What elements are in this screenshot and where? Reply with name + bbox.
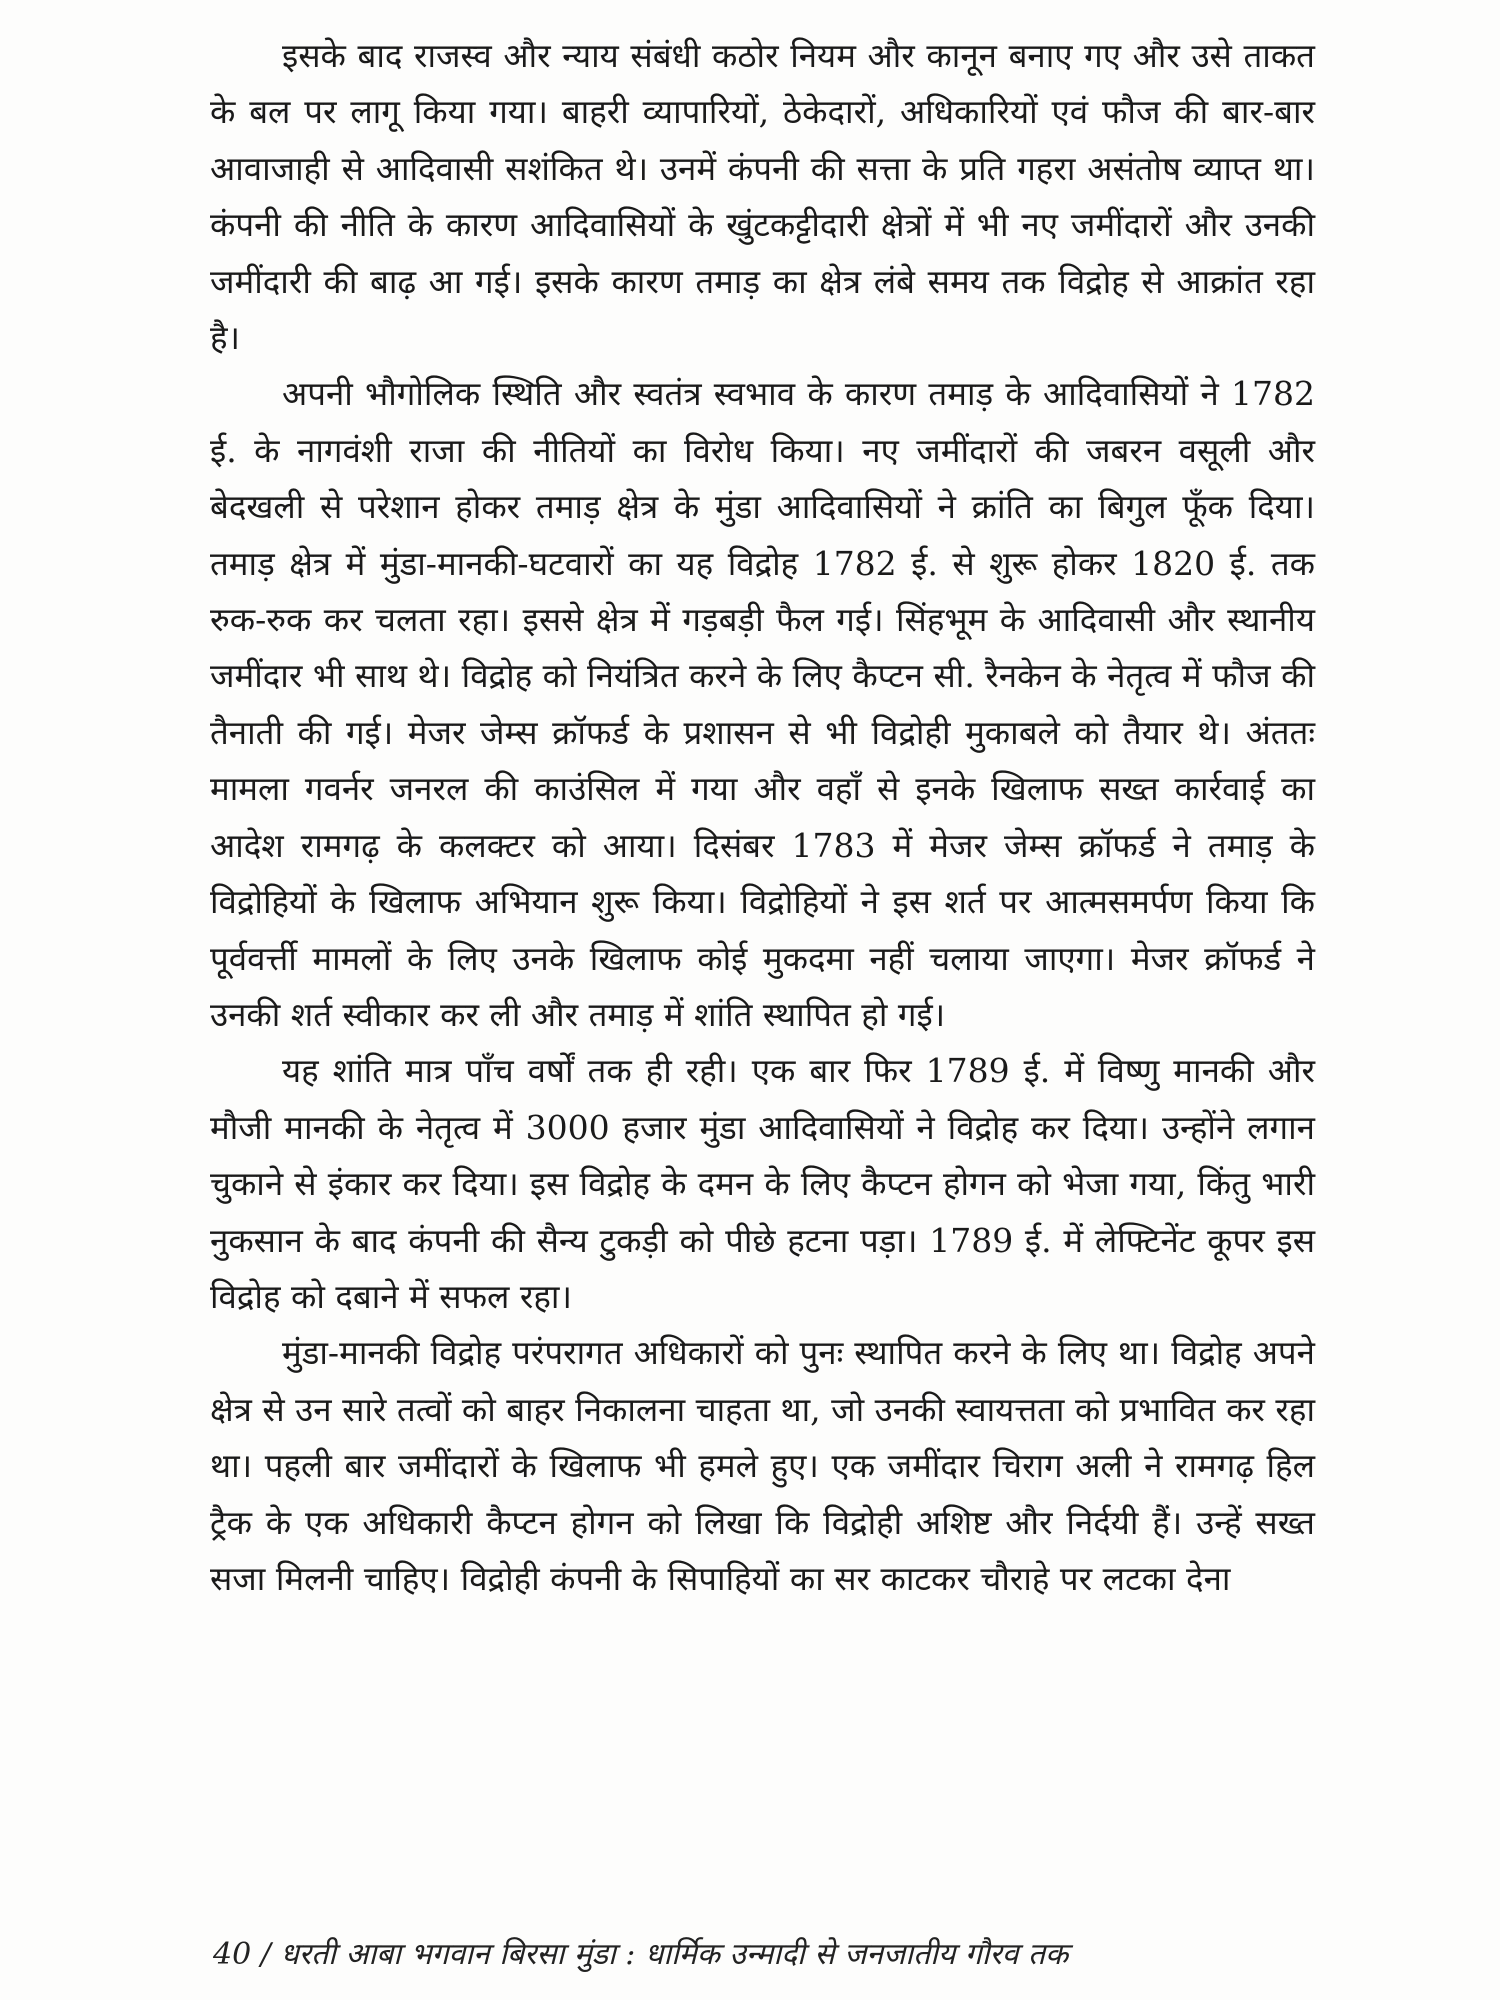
paragraph-1: इसके बाद राजस्व और न्याय संबंधी कठोर नियम और कानून बनाए गए और उसे ताकत के बल पर लागू किया गया। बाहरी व्यापारियों, ठेकेदारों, अधिकारियों एवं फौज की बार-बार आवाजाही से आदिवासी सशंकित थे। उनमें कंपनी की सत्ता के प्रति गहरा असंतोष व्याप्त था। कंपनी की नीति के कारण आदिवासियों के खुंटकट्टीदारी क्षेत्रों में भी नए जमींदारों और उनकी जमींदारी की बाढ़ आ गई। इसके कारण तमाड़ का क्षेत्र लंबे समय तक विद्रोह से आक्रांत रहा है। [210,36,1315,358]
body-text [210,28,1315,1607]
page-footer: 40 / धरती आबा भगवान बिरसा मुंडा : धार्मिक उन्मादी से जनजातीय गौरव तक [213,1937,1069,1972]
paragraph-2: अपनी भौगोलिक स्थिति और स्वतंत्र स्वभाव के कारण तमाड़ के आदिवासियों ने 1782 ई. के नागवंशी राजा की नीतियों का विरोध किया। नए जमींदारों की जबरन वसूली और बेदखली से परेशान होकर तमाड़ क्षेत्र के मुंडा आदिवासियों ने क्रांति का बिगुल फूँक दिया। तमाड़ क्षेत्र में मुंडा-मानकी-घटवारों का यह विद्रोह 1782 ई. से शुरू होकर 1820 ई. तक रुक-रुक कर चलता रहा। इससे क्षेत्र में गड़बड़ी फैल गई। सिंहभूम के आदिवासी और स्थानीय जमींदार भी साथ थे। विद्रोह को नियंत्रित करने के लिए कैप्टन सी. रैनकेन के नेतृत्व में फौज की तैनाती की गई। मेजर जेम्स क्रॉफर्ड के प्रशासन से भी विद्रोही मुकाबले को तैयार थे। अंततः मामला गवर्नर जनरल की काउंसिल में गया और वहाँ से इनके खिलाफ सख्त कार्रवाई का आदेश रामगढ़ के कलक्टर को आया। दिसंबर 1783 में मेजर जेम्स क्रॉफर्ड ने तमाड़ के विद्रोहियों के खिलाफ अभियान शुरू किया। विद्रोहियों ने इस शर्त पर आत्मसमर्पण किया कि पूर्ववर्त्ती मामलों के लिए उनके खिलाफ कोई मुकदमा नहीं चलाया जाएगा। मेजर क्रॉफर्ड ने उनकी शर्त स्वीकार कर ली और तमाड़ में शांति स्थापित हो गई। [210,374,1315,1034]
paragraph-3: यह शांति मात्र पाँच वर्षों तक ही रही। एक बार फिर 1789 ई. में विष्णु मानकी और मौजी मानकी के नेतृत्व में 3000 हजार मुंडा आदिवासियों ने विद्रोह कर दिया। उन्होंने लगान चुकाने से इंकार कर दिया। इस विद्रोह के दमन के लिए कैप्टन होगन को भेजा गया, किंतु भारी नुकसान के बाद कंपनी की सैन्य टुकड़ी को पीछे हटना पड़ा। 1789 ई. में लेफ्टिनेंट कूपर इस विद्रोह को दबाने में सफल रहा। [210,1051,1315,1316]
paragraph-4: मुंडा-मानकी विद्रोह परंपरागत अधिकारों को पुनः स्थापित करने के लिए था। विद्रोह अपने क्षेत्र से उन सारे तत्वों को बाहर निकालना चाहता था, जो उनकी स्वायत्तता को प्रभावित कर रहा था। पहली बार जमींदारों के खिलाफ भी हमले हुए। एक जमींदार चिराग अली ने रामगढ़ हिल ट्रैक के एक अधिकारी कैप्टन होगन को लिखा कि विद्रोही अशिष्ट और निर्दयी हैं। उन्हें सख्त सजा मिलनी चाहिए। विद्रोही कंपनी के सिपाहियों का सर काटकर चौराहे पर लटका देना [210,1333,1315,1598]
